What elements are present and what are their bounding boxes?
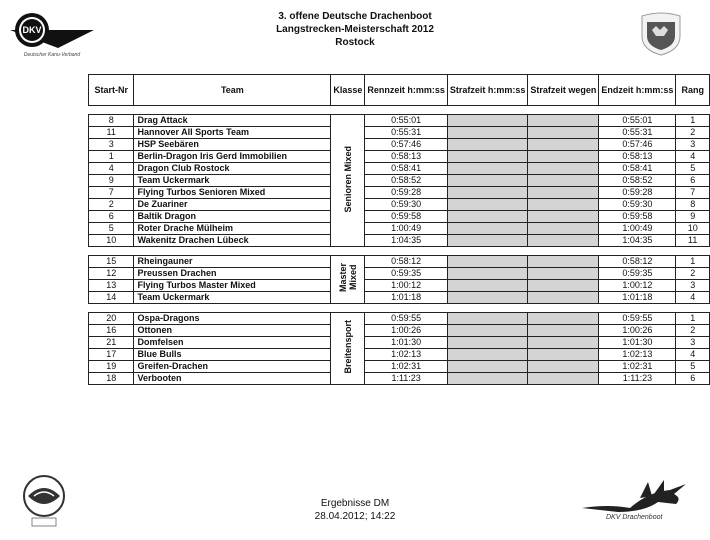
endzeit-cell: 1:11:23 <box>599 373 676 385</box>
rennzeit-cell: 0:55:31 <box>365 127 448 139</box>
endzeit-cell: 1:04:35 <box>599 235 676 247</box>
strafzeit-wegen-cell <box>528 280 599 292</box>
rennzeit-cell: 0:59:30 <box>365 199 448 211</box>
rang-cell: 9 <box>676 211 710 223</box>
strafzeit-wegen-cell <box>528 373 599 385</box>
rennzeit-cell: 0:59:35 <box>365 268 448 280</box>
strafzeit-cell <box>447 235 528 247</box>
strafzeit-wegen-cell <box>528 139 599 151</box>
rang-cell: 2 <box>676 127 710 139</box>
fisa-logo-icon <box>20 474 68 530</box>
table-row <box>89 337 710 349</box>
start-nr-cell: 13 <box>89 280 134 292</box>
results-table <box>88 74 710 385</box>
start-nr-cell: 15 <box>89 256 134 268</box>
dkv-logo-text: DKV <box>22 25 42 35</box>
rennzeit-cell: 1:01:30 <box>365 337 448 349</box>
start-nr-cell: 4 <box>89 163 134 175</box>
title-line-1: 3. offene Deutsche Drachenboot <box>278 11 432 22</box>
table-row <box>89 223 710 235</box>
column-header-team: Team <box>134 75 331 106</box>
strafzeit-cell <box>447 256 528 268</box>
klasse-label: Master Mixed <box>337 263 358 293</box>
start-nr-cell: 7 <box>89 187 134 199</box>
endzeit-cell: 0:59:28 <box>599 187 676 199</box>
strafzeit-cell <box>447 199 528 211</box>
rennzeit-cell: 0:59:28 <box>365 187 448 199</box>
table-row <box>89 151 710 163</box>
strafzeit-wegen-cell <box>528 151 599 163</box>
table-row <box>89 268 710 280</box>
team-cell: Hannover All Sports Team <box>134 127 331 139</box>
table-row <box>89 361 710 373</box>
table-row <box>89 139 710 151</box>
team-cell: Berlin-Dragon Iris Gerd Immobilien <box>134 151 331 163</box>
strafzeit-wegen-cell <box>528 211 599 223</box>
rang-cell: 6 <box>676 373 710 385</box>
rang-cell: 5 <box>676 361 710 373</box>
table-row <box>89 199 710 211</box>
rennzeit-cell: 0:59:58 <box>365 211 448 223</box>
strafzeit-cell <box>447 211 528 223</box>
strafzeit-cell <box>447 175 528 187</box>
endzeit-cell: 1:00:49 <box>599 223 676 235</box>
strafzeit-cell <box>447 115 528 127</box>
endzeit-cell: 1:02:13 <box>599 349 676 361</box>
strafzeit-wegen-cell <box>528 361 599 373</box>
team-cell: Domfelsen <box>134 337 331 349</box>
team-cell: Flying Turbos Master Mixed <box>134 280 331 292</box>
strafzeit-wegen-cell <box>528 115 599 127</box>
column-header-rang: Rang <box>676 75 710 106</box>
table-row <box>89 175 710 187</box>
document-title <box>200 10 510 49</box>
endzeit-cell: 0:59:58 <box>599 211 676 223</box>
endzeit-cell: 0:58:52 <box>599 175 676 187</box>
rostock-crest-icon <box>638 10 684 56</box>
endzeit-cell: 0:57:46 <box>599 139 676 151</box>
results-body <box>89 106 710 385</box>
dkv-logo-subtitle: Deutscher Kanu-Verband <box>23 52 81 58</box>
table-row <box>89 256 710 268</box>
strafzeit-cell <box>447 313 528 325</box>
team-cell: Preussen Drachen <box>134 268 331 280</box>
team-cell: Drag Attack <box>134 115 331 127</box>
start-nr-cell: 3 <box>89 139 134 151</box>
strafzeit-wegen-cell <box>528 223 599 235</box>
rang-cell: 4 <box>676 292 710 304</box>
strafzeit-wegen-cell <box>528 313 599 325</box>
start-nr-cell: 12 <box>89 268 134 280</box>
footer-line-1: Ergebnisse DM <box>320 498 390 509</box>
start-nr-cell: 21 <box>89 337 134 349</box>
column-header-klasse: Klasse <box>331 75 365 106</box>
rang-cell: 11 <box>676 235 710 247</box>
rennzeit-cell: 1:04:35 <box>365 235 448 247</box>
footer-line-2: 28.04.2012; 14:22 <box>314 511 396 522</box>
team-cell: Greifen-Drachen <box>134 361 331 373</box>
klasse-cell <box>331 115 365 247</box>
table-row <box>89 292 710 304</box>
strafzeit-cell <box>447 268 528 280</box>
strafzeit-wegen-cell <box>528 268 599 280</box>
team-cell: De Zuariner <box>134 199 331 211</box>
column-header-strafzeit-wegen: Strafzeit wegen <box>528 75 599 106</box>
team-cell: Rheingauner <box>134 256 331 268</box>
strafzeit-wegen-cell <box>528 175 599 187</box>
team-cell: Verbooten <box>134 373 331 385</box>
team-cell: Team Uckermark <box>134 175 331 187</box>
strafzeit-cell <box>447 292 528 304</box>
strafzeit-cell <box>447 280 528 292</box>
rang-cell: 4 <box>676 349 710 361</box>
rang-cell: 2 <box>676 325 710 337</box>
group-spacer <box>89 304 710 313</box>
rang-cell: 6 <box>676 175 710 187</box>
rennzeit-cell: 0:55:01 <box>365 115 448 127</box>
rennzeit-cell: 1:00:26 <box>365 325 448 337</box>
endzeit-cell: 1:00:26 <box>599 325 676 337</box>
column-header-strafzeit: Strafzeit h:mm:ss <box>447 75 528 106</box>
rennzeit-cell: 1:00:49 <box>365 223 448 235</box>
table-row <box>89 211 710 223</box>
team-cell: Roter Drache Mülheim <box>134 223 331 235</box>
team-cell: HSP Seebären <box>134 139 331 151</box>
endzeit-cell: 0:55:01 <box>599 115 676 127</box>
rennzeit-cell: 1:01:18 <box>365 292 448 304</box>
start-nr-cell: 17 <box>89 349 134 361</box>
start-nr-cell: 18 <box>89 373 134 385</box>
table-row <box>89 187 710 199</box>
dragon-logo-label: DKV Drachenboot <box>606 514 663 521</box>
dkv-logo <box>6 8 98 60</box>
rennzeit-cell: 1:02:31 <box>365 361 448 373</box>
table-row <box>89 235 710 247</box>
strafzeit-wegen-cell <box>528 199 599 211</box>
rennzeit-cell: 1:00:12 <box>365 280 448 292</box>
start-nr-cell: 6 <box>89 211 134 223</box>
table-row <box>89 280 710 292</box>
footer <box>250 497 460 523</box>
strafzeit-cell <box>447 163 528 175</box>
table-row <box>89 325 710 337</box>
rang-cell: 8 <box>676 199 710 211</box>
rang-cell: 1 <box>676 115 710 127</box>
group-spacer <box>89 106 710 115</box>
start-nr-cell: 5 <box>89 223 134 235</box>
title-line-3: Rostock <box>335 37 375 48</box>
strafzeit-cell <box>447 361 528 373</box>
strafzeit-cell <box>447 337 528 349</box>
endzeit-cell: 1:02:31 <box>599 361 676 373</box>
rang-cell: 3 <box>676 139 710 151</box>
klasse-label: Senioren Mixed <box>342 145 353 213</box>
strafzeit-wegen-cell <box>528 349 599 361</box>
strafzeit-wegen-cell <box>528 292 599 304</box>
rennzeit-cell: 0:58:41 <box>365 163 448 175</box>
group-spacer <box>89 247 710 256</box>
rennzeit-cell: 0:58:13 <box>365 151 448 163</box>
strafzeit-cell <box>447 151 528 163</box>
team-cell: Baltik Dragon <box>134 211 331 223</box>
strafzeit-wegen-cell <box>528 256 599 268</box>
strafzeit-cell <box>447 187 528 199</box>
rang-cell: 3 <box>676 280 710 292</box>
strafzeit-wegen-cell <box>528 127 599 139</box>
table-header-row <box>89 75 710 106</box>
strafzeit-cell <box>447 223 528 235</box>
rang-cell: 2 <box>676 268 710 280</box>
team-cell: Wakenitz Drachen Lübeck <box>134 235 331 247</box>
rang-cell: 3 <box>676 337 710 349</box>
klasse-cell <box>331 313 365 385</box>
rennzeit-cell: 0:59:55 <box>365 313 448 325</box>
strafzeit-wegen-cell <box>528 337 599 349</box>
endzeit-cell: 1:01:30 <box>599 337 676 349</box>
rennzeit-cell: 1:02:13 <box>365 349 448 361</box>
rang-cell: 1 <box>676 313 710 325</box>
klasse-label: Breitensport <box>342 320 353 374</box>
strafzeit-cell <box>447 139 528 151</box>
start-nr-cell: 11 <box>89 127 134 139</box>
start-nr-cell: 19 <box>89 361 134 373</box>
rang-cell: 4 <box>676 151 710 163</box>
strafzeit-wegen-cell <box>528 163 599 175</box>
column-header-endzeit: Endzeit h:mm:ss <box>599 75 676 106</box>
team-cell: Ospa-Dragons <box>134 313 331 325</box>
table-row <box>89 313 710 325</box>
strafzeit-wegen-cell <box>528 325 599 337</box>
strafzeit-cell <box>447 127 528 139</box>
start-nr-cell: 16 <box>89 325 134 337</box>
endzeit-cell: 0:58:41 <box>599 163 676 175</box>
start-nr-cell: 1 <box>89 151 134 163</box>
table-row <box>89 127 710 139</box>
strafzeit-cell <box>447 325 528 337</box>
endzeit-cell: 0:59:35 <box>599 268 676 280</box>
start-nr-cell: 14 <box>89 292 134 304</box>
rang-cell: 1 <box>676 256 710 268</box>
start-nr-cell: 2 <box>89 199 134 211</box>
title-line-2: Langstrecken-Meisterschaft 2012 <box>276 24 434 35</box>
strafzeit-cell <box>447 349 528 361</box>
column-header-start-nr: Start-Nr <box>89 75 134 106</box>
endzeit-cell: 0:58:12 <box>599 256 676 268</box>
endzeit-cell: 0:58:13 <box>599 151 676 163</box>
rennzeit-cell: 1:11:23 <box>365 373 448 385</box>
strafzeit-cell <box>447 373 528 385</box>
start-nr-cell: 20 <box>89 313 134 325</box>
endzeit-cell: 0:55:31 <box>599 127 676 139</box>
start-nr-cell: 8 <box>89 115 134 127</box>
rang-cell: 10 <box>676 223 710 235</box>
table-row <box>89 349 710 361</box>
team-cell: Ottonen <box>134 325 331 337</box>
rennzeit-cell: 0:58:12 <box>365 256 448 268</box>
rang-cell: 5 <box>676 163 710 175</box>
team-cell: Dragon Club Rostock <box>134 163 331 175</box>
start-nr-cell: 9 <box>89 175 134 187</box>
column-header-rennzeit: Rennzeit h:mm:ss <box>365 75 448 106</box>
rang-cell: 7 <box>676 187 710 199</box>
start-nr-cell: 10 <box>89 235 134 247</box>
endzeit-cell: 0:59:55 <box>599 313 676 325</box>
rennzeit-cell: 0:58:52 <box>365 175 448 187</box>
endzeit-cell: 1:01:18 <box>599 292 676 304</box>
table-row <box>89 163 710 175</box>
strafzeit-wegen-cell <box>528 235 599 247</box>
team-cell: Flying Turbos Senioren Mixed <box>134 187 331 199</box>
klasse-cell <box>331 256 365 304</box>
table-row <box>89 373 710 385</box>
team-cell: Team Uckermark <box>134 292 331 304</box>
table-row <box>89 115 710 127</box>
rennzeit-cell: 0:57:46 <box>365 139 448 151</box>
endzeit-cell: 1:00:12 <box>599 280 676 292</box>
team-cell: Blue Bulls <box>134 349 331 361</box>
strafzeit-wegen-cell <box>528 187 599 199</box>
endzeit-cell: 0:59:30 <box>599 199 676 211</box>
